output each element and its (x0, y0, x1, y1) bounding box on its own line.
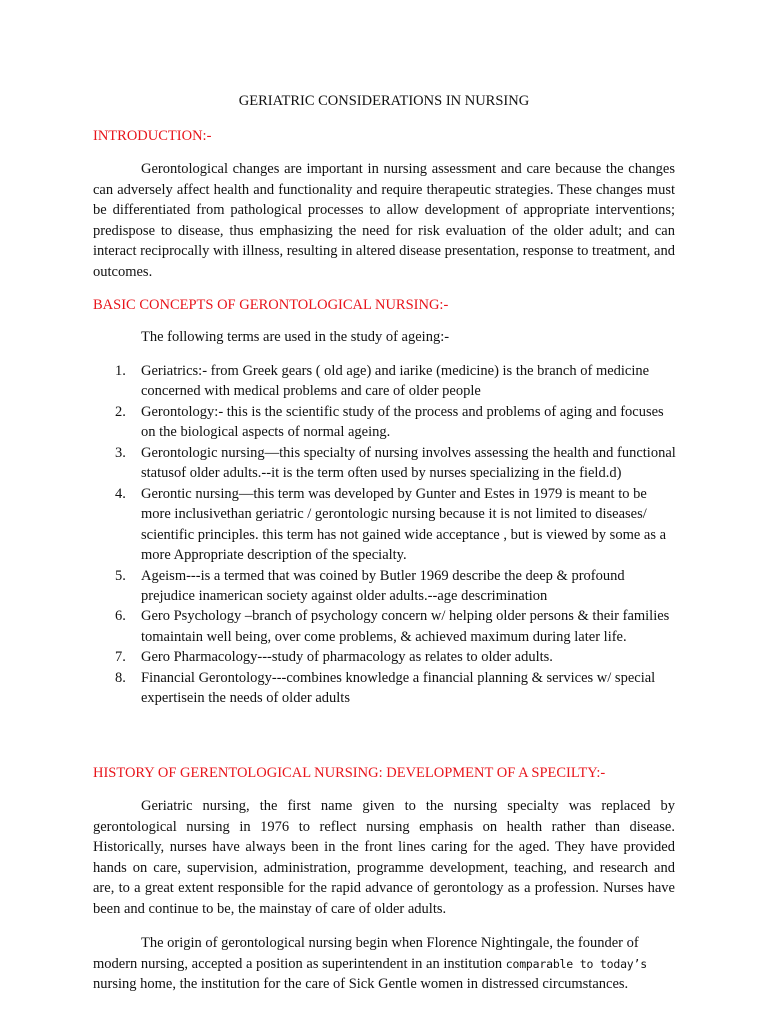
list-item (93, 566, 678, 607)
list-item-number: 5. (115, 567, 126, 584)
list-item-text: Gero Pharmacology---study of pharmacology as relates to older adults. (141, 649, 553, 666)
list-item-text: Financial Gerontology---combines knowledge a financial planning & services w/ special expertisein the needs of older adults (141, 669, 656, 707)
list-item-number: 7. (115, 649, 126, 666)
list-item-text: Gerontic nursing—this term was developed by Gunter and Estes in 1979 is meant to be more inclusivethan geriatric / gerontologic nursing because it is not limited to diseases/ scientific principles. this term has not gained wide acceptance , but is viewed by some as a more Appropriate description of the specialty. (141, 485, 667, 564)
introduction-heading: INTRODUCTION:- (93, 128, 212, 144)
list-item-number: 1. (115, 363, 126, 379)
list-item-text: Geriatrics:- from Greek gears ( old age) and iarike (medicine) is the branch of medicine concerned with medical problems and care of older people (141, 363, 650, 400)
list-item (93, 647, 678, 667)
history-paragraph-2-end: nursing home, the institution for the care of Sick Gentle women in distressed circumstances. (93, 976, 629, 993)
document-title: GERIATRIC CONSIDERATIONS IN NURSING (238, 93, 530, 109)
history-heading: HISTORY OF GERENTOLOGICAL NURSING: DEVELOPMENT OF A SPECILTY:- (93, 765, 606, 781)
list-item-text: Gero Psychology –branch of psychology concern w/ helping older persons & their families tomaintain well being, over come problems, & achieved maximum during later life. (141, 608, 670, 645)
list-item-text: Gerontologic nursing—this specialty of nursing involves assessing the health and functional statusof older adults.--it is the term often used by nurses specializing in the field.d) (141, 444, 676, 482)
history-paragraph-2-start: The origin of gerontological nursing begin when Florence Nightingale, the founder of modern nursing, accepted a position as superintendent in an institution (93, 935, 639, 972)
list-item (93, 484, 678, 566)
terms-lead-sentence: The following terms are used in the study of ageing:- (141, 329, 450, 345)
list-item-number: 4. (115, 485, 126, 502)
list-item-number: 2. (115, 403, 126, 420)
history-paragraph-1: Geriatric nursing, the first name given to the nursing specialty was replaced by gerontological nursing in 1976 to reflect nursing emphasis on health rather than disease. Historically, nurses have always been in the front lines caring for the aged. They have provided hands on care, supervision, administration, programme development, teaching, and research and are, to a great extent responsible for the rapid advance of gerontology as a profession. Nurses have been and continue to be, the mainstay of care of older adults. (93, 798, 675, 917)
terms-list (93, 361, 678, 709)
list-item-number: 3. (115, 444, 126, 461)
history-paragraph-2-mono: comparable to today’s (505, 956, 647, 971)
list-item (93, 443, 678, 484)
list-item-number: 6. (115, 608, 126, 625)
history-paragraph-2 (93, 933, 675, 995)
list-item (93, 402, 678, 443)
list-item-number: 8. (115, 669, 126, 686)
introduction-paragraph: Gerontological changes are important in nursing assessment and care because the changes can adversely affect health and functionality and require therapeutic strategies. These changes must be differentiated from pathological processes to allow development of appropriate interventions; predispose to disease, thus emphasizing the need for risk evaluation of the older adult; and can interact reciprocally with illness, resulting in altered disease presentation, response to treatment, and outcomes. (93, 161, 675, 280)
basic-concepts-heading: BASIC CONCEPTS OF GERONTOLOGICAL NURSING:- (93, 297, 449, 313)
list-item (93, 361, 678, 402)
list-item (93, 668, 678, 709)
list-item (93, 606, 678, 647)
list-item-text: Gerontology:- this is the scientific study of the process and problems of aging and focuses on the biological aspects of normal ageing. (141, 403, 664, 441)
list-item-text: Ageism---is a termed that was coined by Butler 1969 describe the deep & profound prejudice inamerican society against older adults.--age descrimination (141, 567, 625, 604)
